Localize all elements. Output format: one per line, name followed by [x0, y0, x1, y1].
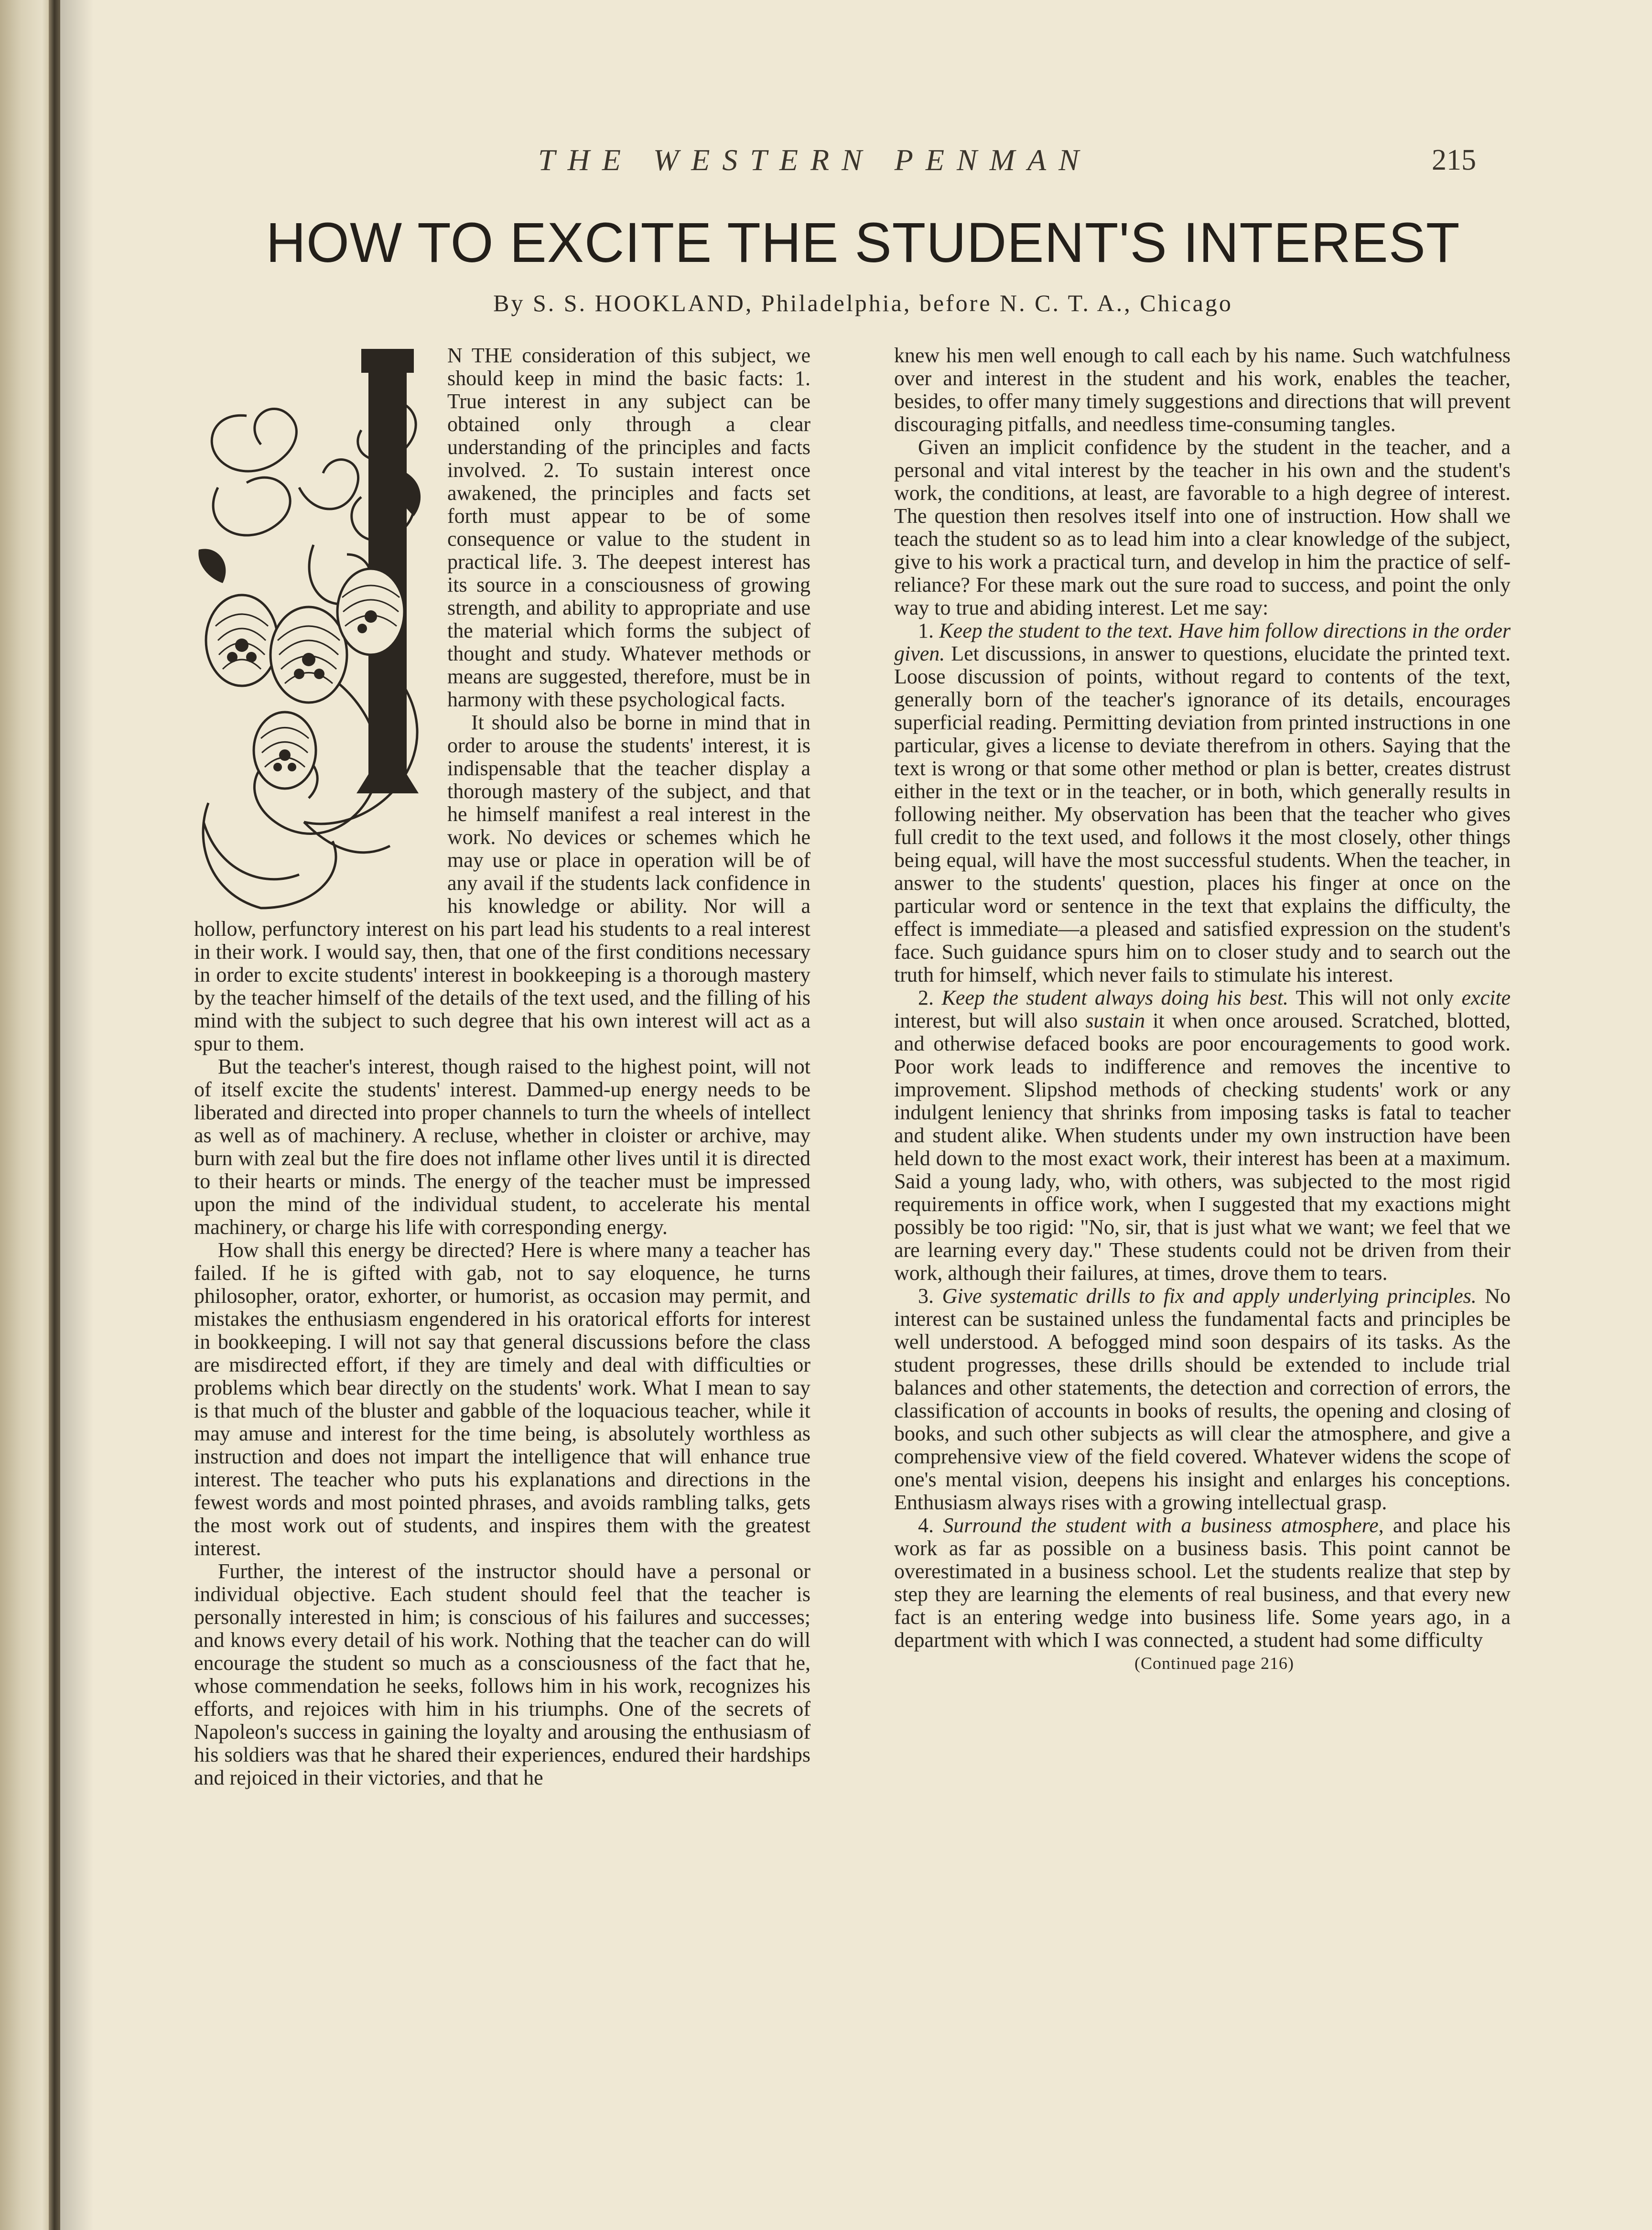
point-text: interest, but will also — [894, 1009, 1078, 1032]
point-number: 4. — [918, 1514, 934, 1537]
continued-note: (Continued page 216) — [1134, 1654, 1294, 1673]
numbered-point-3 — [894, 1285, 1511, 1514]
point-heading: Surround the student with a business atmosphere, — [943, 1514, 1384, 1537]
point-heading: Keep the student always doing his best. — [941, 986, 1288, 1009]
numbered-point-1 — [894, 619, 1511, 986]
point-text: it when once aroused. Scratched, blotted, and otherwise defaced books are poor encouragements to good work. Poor work leads to indifference and removes the incentive to improvement. Slipshod methods of checking students' work or any indulgent leniency that shrinks from imposing tasks is fatal to teacher and student alike. When students under my own instruction have been held down to the most exact work, their interest has been at a maximum. Said a young lady, who, with others, was subjected to the most rigid requirements in office work, when I suggested that my exactions might possibly be too rigid: "No, sir, that is just what we want; we feel that we are learning every day." These students could not be driven from their work, although their failures, at times, drove them to tears. — [894, 1009, 1511, 1285]
running-head: THE WESTERN PENMAN — [538, 143, 1091, 177]
paragraph: It should also be borne in mind that in order to arouse the students' interest, it is indispensable that the teacher display a thorough mastery of the subject, and that he himself manifest a real interest in the work. No devices or schemes which he may use or place in operation will be of any avail if the students lack confidence in his knowledge or ability. Nor will a hollow, perfunctory interest on his part lead his students to a real interest in their work. I would say, then, that one of the first conditions necessary in order to excite students' interest in bookkeeping is a thorough mastery by the teacher himself of the details of the text used, and the filling of his mind with the subject to such degree that his own interest will act as a spur to them. — [194, 711, 810, 1055]
paragraph: Further, the interest of the instructor should have a personal or individual objective. Each student should feel that the teacher is personally interested in him; is conscious of his failures and successes; and knows every detail of his work. Nothing that the teacher can do will encourage the student so much as a consciousness of the fact that he, whose commendation he seeks, follows him in his work, recognizes his efforts, and rejoices with him in his triumphs. One of the secrets of Napoleon's success in gaining the loyalty and arousing the enthusiasm of his soldiers was that he shared their experiences, endured their hardships and rejoiced in their victories, and that he — [194, 1559, 810, 1789]
numbered-point-4 — [894, 1514, 1511, 1652]
point-text: Let discussions, in answer to questions, elucidate the printed text. Loose discussion of points, without regard to contents of the text, generally born of the teacher's ignorance of its details, encourages superficial reading. Permitting deviation from printed instructions in one particular, gives a license to deviate therefrom in others. Saying that the text is wrong or that some other method or plan is better, creates distrust either in the text or in the teacher, or in both, which generally results in following neither. My observation has been that the teacher who gives full credit to the text used, and follows it the most closely, other things being equal, will have the most successful students. When the teacher, in answer to the students' question, places his finger at once on the particular word or sentence in the text that explains the difficulty, the effect is immediate—a pleased and satisfied expression on the student's face. Such guidance spurs him on to closer study and to search out the truth for himself, which never fails to stimulate his interest. — [894, 642, 1511, 986]
point-number: 2. — [918, 986, 934, 1009]
book-gutter — [49, 0, 61, 2230]
point-text: No interest can be sustained unless the fundamental facts and principles be well understood. A befogged mind soon despairs of its tasks. As the student progresses, these drills should be extended to include trial balances and other statements, the detection and correction of errors, the classification of accounts in books of results, the opening and closing of books, and such other subjects as will clear the atmosphere, and give a comprehensive view of the field covered. Whatever widens the scope of one's mental vision, deepens his insight and enlarges his conceptions. Enthusiasm always rises with a growing intellectual grasp. — [894, 1284, 1511, 1514]
numbered-point-2 — [894, 986, 1511, 1285]
paragraph: N THE consideration of this subject, we should keep in mind the basic facts: 1. True interest in any subject can be obtained only through a clear understanding of the principles and facts involved. 2. To sustain interest once awakened, the principles and facts set forth must appear to be of some consequence or value to the student in practical life. 3. The deepest interest has its source in a consciousness of growing strength, and ability to appropriate and use the material which forms the subject of thought and study. Whatever methods or means are suggested, therefore, must be in harmony with these psychological facts. — [447, 344, 810, 711]
page-number: 215 — [1432, 144, 1476, 176]
point-number: 3. — [918, 1284, 934, 1308]
point-text: and place his work as far as possible on a business basis. This point cannot be overestimated in a business school. Let the students realize that step by step they are learning the elements of real business, and that every new fact is an entering wedge into business life. Some years ago, in a department with which I was connected, a student had some difficulty — [894, 1514, 1511, 1652]
point-number: 1. — [918, 619, 934, 642]
paragraph: How shall this energy be directed? Here is where many a teacher has failed. If he is gifted with gab, not to say eloquence, he turns philosopher, orator, exhorter, or humorist, as occasion may permit, and mistakes the enthusiasm engendered in his oratorical efforts for interest in bookkeeping. I will not say that general discussions before the class are misdirected effort, if they are timely and deal with difficulties or problems which bear directly on the students' work. What I mean to say is that much of the bluster and gabble of the loquacious teacher, while it may amuse and interest for the time being, is absolutely worthless as instruction and does not impart the intelligence that will enhance true interest. The teacher who puts his explanations and directions in the fewest words and most pointed phrases, and avoids rambling talks, gets the most work out of students, and inspires them with the greatest interest. — [194, 1238, 810, 1560]
point-heading: Give systematic drills to fix and apply underlying principles. — [942, 1284, 1477, 1308]
ornamental-initial-i — [189, 344, 438, 913]
emphasis-excite: excite — [1461, 986, 1511, 1009]
article-byline: By S. S. HOOKLAND, Philadelphia, before N. C. T. A., Chicago — [493, 290, 1233, 316]
paragraph: Given an implicit confidence by the student in the teacher, and a personal and vital interest by the teacher in his own and the student's work, the conditions, at least, are favorable to a high degree of interest. The question then resolves itself into one of instruction. How shall we teach the student so as to lead him into a clear knowledge of the subject, give to his work a practical turn, and develop in him the practice of self-reliance? For these mark out the sure road to success, and point the only way to true and abiding interest. Let me say: — [894, 435, 1511, 619]
emphasis-sustain: sustain — [1085, 1009, 1145, 1032]
article-column-left — [194, 344, 810, 1789]
art-nouveau-floral-initial-icon — [189, 344, 438, 913]
article-headline: HOW TO EXCITE THE STUDENT'S INTEREST — [266, 211, 1460, 274]
paragraph: knew his men well enough to call each by his name. Such watchfulness over and interest in the student and his work, enables the teacher, besides, to offer many timely suggestions and directions that will prevent discouraging pitfalls, and needless time-consuming tangles. — [894, 344, 1511, 436]
magazine-page — [60, 0, 1652, 2230]
point-heading: Keep the student to the text. Have him follow directions in the order given. — [894, 619, 1511, 665]
article-column-right — [894, 344, 1511, 1675]
paragraph: But the teacher's interest, though raised to the highest point, will not of itself excite the students' interest. Dammed-up energy needs to be liberated and directed into proper channels to turn the wheels of intellect as well as of machinery. A recluse, whether in cloister or archive, may burn with zeal but the fire does not inflame other lives until it is directed to their hearts or minds. The energy of the teacher must be impressed upon the mind of the individual student, to accelerate his mental machinery, or charge his life with corresponding energy. — [194, 1055, 810, 1239]
point-text: This will not only — [1296, 986, 1454, 1009]
facing-page-edge — [0, 0, 53, 2230]
